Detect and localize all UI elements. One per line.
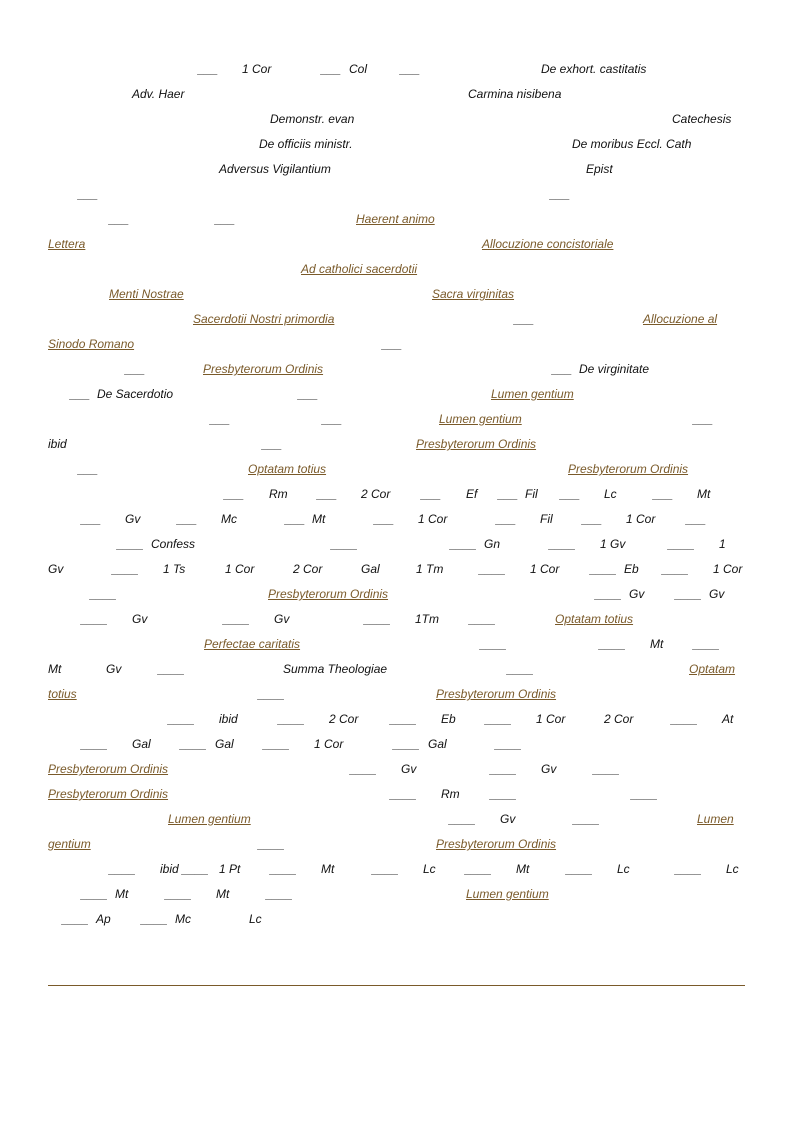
reference-text: Lc — [423, 862, 436, 876]
footnote-blank: ____ — [165, 887, 192, 901]
footnote-blank: ____ — [566, 862, 593, 876]
footnote-blank: ___ — [560, 487, 581, 501]
footnote-blank: ____ — [595, 587, 622, 601]
footnote-blank: ____ — [168, 712, 195, 726]
reference-text: Gv — [541, 762, 557, 776]
document-link[interactable]: totius — [48, 687, 77, 701]
reference-text: Mt — [650, 637, 664, 651]
reference-text: Gn — [484, 537, 501, 551]
document-link[interactable]: Sacerdotii Nostri primordia — [193, 312, 335, 326]
footnote-blank: ____ — [469, 612, 496, 626]
document-link[interactable]: Allocuzione concistoriale — [482, 237, 614, 251]
footnote-blank: ___ — [686, 512, 707, 526]
reference-text: Carmina nisibena — [468, 87, 562, 101]
footnote-separator — [48, 985, 745, 986]
reference-text: Adversus Vigilantium — [219, 162, 331, 176]
reference-text: De officiis ministr. — [259, 137, 353, 151]
document-link[interactable]: Haerent animo — [356, 212, 435, 226]
reference-text: ibid — [48, 437, 67, 451]
footnote-blank: ____ — [693, 637, 720, 651]
reference-text: Lc — [726, 862, 739, 876]
reference-text: Mt — [312, 512, 326, 526]
footnote-blank: ____ — [668, 537, 695, 551]
reference-text: 1 Cor — [530, 562, 560, 576]
footnote-blank: ____ — [258, 687, 285, 701]
footnote-blank: ____ — [573, 812, 600, 826]
reference-text: Fil — [525, 487, 538, 501]
reference-text: ibid ____ — [160, 862, 209, 876]
document-link[interactable]: Presbyterorum Ordinis — [48, 787, 169, 801]
reference-text: De moribus Eccl. Cath — [572, 137, 692, 151]
footnote-blank: ____ — [90, 587, 117, 601]
reference-text: Demonstr. evan — [270, 112, 355, 126]
footnote-blank: ___ — [125, 362, 146, 376]
reference-text: 1 Pt — [219, 862, 241, 876]
reference-text: Mc — [221, 512, 237, 526]
reference-text: 1 — [719, 537, 726, 551]
reference-text: Rm — [269, 487, 288, 501]
document-link[interactable]: Presbyterorum Ordinis — [436, 687, 557, 701]
reference-text: 1 Gv — [600, 537, 626, 551]
footnote-blank: ____ — [479, 562, 506, 576]
document-link[interactable]: Perfectae caritatis — [204, 637, 301, 651]
footnote-blank: ___ — [224, 487, 245, 501]
footnote-blank: ___ — [109, 212, 130, 226]
reference-text: 1 Tm — [416, 562, 444, 576]
document-link[interactable]: Presbyterorum Ordinis — [436, 837, 557, 851]
document-link[interactable]: Presbyterorum Ordinis — [568, 462, 689, 476]
reference-text: Adv. Haer — [132, 87, 185, 101]
footnote-blank: ____ — [675, 862, 702, 876]
footnote-blank: ___ — [400, 62, 421, 76]
document-link[interactable]: gentium — [48, 837, 91, 851]
footnote-blank: ___ — [582, 512, 603, 526]
reference-text: Epist — [586, 162, 613, 176]
footnote-blank: ___ — [262, 437, 283, 451]
footnote-blank: ____ — [450, 537, 477, 551]
reference-text: 1 Cor — [626, 512, 656, 526]
footnote-blank: ___ — [81, 512, 102, 526]
footnote-blank: ___ — [421, 487, 442, 501]
reference-text: Gal — [215, 737, 234, 751]
footnote-blank: ____ — [549, 537, 576, 551]
reference-text: 1 Cor — [242, 62, 272, 76]
footnote-blank: ____ — [117, 537, 144, 551]
footnote-blank: ___ — [298, 387, 319, 401]
footnote-blank: ____ — [599, 637, 626, 651]
footnote-blank: ___ — [215, 212, 236, 226]
footnote-blank: ____ — [331, 537, 358, 551]
reference-text: Mt — [48, 662, 62, 676]
reference-text: 2 Cor — [293, 562, 323, 576]
footnote-blank: ____ — [480, 637, 507, 651]
footnote-blank: ___ — [550, 187, 571, 201]
reference-text: 1Tm — [415, 612, 439, 626]
footnote-blank: ___ — [321, 62, 342, 76]
reference-text: De Sacerdotio — [97, 387, 174, 401]
document-link[interactable]: Sacra virginitas — [432, 287, 515, 301]
footnote-blank: ____ — [263, 737, 290, 751]
footnote-blank: ____ — [158, 662, 185, 676]
reference-text: Mc — [175, 912, 191, 926]
footnote-blank: ___ — [78, 462, 99, 476]
reference-text: Gal — [132, 737, 151, 751]
footnote-blank: ____ — [278, 712, 305, 726]
footnote-blank: ____ — [180, 737, 207, 751]
reference-text: 1 Cor — [418, 512, 448, 526]
document-link[interactable]: Lumen gentium — [168, 812, 251, 826]
footnote-blank: ___ — [498, 487, 519, 501]
reference-text: De exhort. castitatis — [541, 62, 647, 76]
reference-text: 1 Cor — [314, 737, 344, 751]
reference-text: Gv — [629, 587, 645, 601]
reference-text: Confess — [151, 537, 196, 551]
footnote-blank: ___ — [693, 412, 714, 426]
footnote-blank: ____ — [270, 862, 297, 876]
footnote-blank: ___ — [374, 512, 395, 526]
footnote-blank: ___ — [78, 187, 99, 201]
document-link[interactable]: Presbyterorum Ordinis — [48, 762, 169, 776]
footnote-blank: ___ — [496, 512, 517, 526]
footnote-blank: ____ — [593, 762, 620, 776]
reference-text: 1 Cor — [713, 562, 743, 576]
reference-text: Eb — [441, 712, 456, 726]
footnote-blank: ____ — [393, 737, 420, 751]
reference-text: Mt — [697, 487, 711, 501]
document-link[interactable]: Menti Nostrae — [109, 287, 184, 301]
footnote-blank: ____ — [490, 787, 517, 801]
reference-text: 2 Cor — [604, 712, 634, 726]
reference-text: Gal — [428, 737, 447, 751]
reference-text: Rm — [441, 787, 460, 801]
footnote-blank: ___ — [210, 412, 231, 426]
footnote-blank: ____ — [372, 862, 399, 876]
reference-text: Gv — [500, 812, 516, 826]
footnote-blank: ____ — [109, 862, 136, 876]
footnote-blank: ____ — [350, 762, 377, 776]
footnote-blank: ____ — [495, 737, 522, 751]
reference-text: Ap — [96, 912, 111, 926]
document-link[interactable]: Lumen — [697, 812, 734, 826]
footnote-blank: ____ — [485, 712, 512, 726]
footnote-blank: ___ — [198, 62, 219, 76]
reference-text: 2 Cor — [329, 712, 359, 726]
reference-text: Gal — [361, 562, 380, 576]
reference-text: Ef — [466, 487, 478, 501]
document-link[interactable]: Optatam totius — [248, 462, 327, 476]
document-link[interactable]: Sinodo Romano — [48, 337, 135, 351]
reference-text: 1 Cor — [225, 562, 255, 576]
reference-text: Fil — [540, 512, 553, 526]
footnote-blank: ___ — [322, 412, 343, 426]
footnote-blank: ____ — [141, 912, 168, 926]
footnote-blank: ____ — [390, 712, 417, 726]
reference-text: Lc — [249, 912, 262, 926]
reference-text: Summa Theologiae — [283, 662, 388, 676]
document-link[interactable]: Lumen gentium — [439, 412, 522, 426]
footnote-blank: ___ — [177, 512, 198, 526]
footnote-blank: ____ — [662, 562, 689, 576]
footnote-blank: ____ — [112, 562, 139, 576]
reference-text: 1 Ts — [163, 562, 186, 576]
reference-text: At — [722, 712, 734, 726]
footnote-blank: ____ — [62, 912, 89, 926]
document-link[interactable]: Lumen gentium — [466, 887, 549, 901]
footnote-blank: ____ — [81, 887, 108, 901]
footnote-blank: ____ — [590, 562, 617, 576]
reference-text: 2 Cor — [361, 487, 391, 501]
footnote-blank: ___ — [514, 312, 535, 326]
reference-text: Mt — [216, 887, 230, 901]
footnote-blank: ____ — [223, 612, 250, 626]
footnote-blank: ____ — [465, 862, 492, 876]
reference-text: Gv — [125, 512, 141, 526]
reference-text: Gv — [274, 612, 290, 626]
footnote-blank: ____ — [390, 787, 417, 801]
footnote-blank: ___ — [317, 487, 338, 501]
document-link[interactable]: Lumen gentium — [491, 387, 574, 401]
reference-text: Catechesis — [672, 112, 732, 126]
footnote-blank: ____ — [258, 837, 285, 851]
footnote-blank: ____ — [449, 812, 476, 826]
document-link[interactable]: Ad catholici sacerdotii — [301, 262, 418, 276]
document-link[interactable]: Optatam — [689, 662, 736, 676]
footnote-blank: ____ — [671, 712, 698, 726]
footnote-blank: ___ — [653, 487, 674, 501]
reference-text: Gv — [106, 662, 122, 676]
footnote-blank: ___ — [285, 512, 306, 526]
reference-text: Mt — [115, 887, 129, 901]
footnote-blank: ___ — [552, 362, 573, 376]
reference-text: Gv — [401, 762, 417, 776]
reference-text: Mt — [516, 862, 530, 876]
footnote-blank: ____ — [675, 587, 702, 601]
reference-text: ibid — [219, 712, 238, 726]
reference-text: 1 Cor — [536, 712, 566, 726]
reference-text: Mt — [321, 862, 335, 876]
reference-text: Gv — [709, 587, 725, 601]
footnote-blank: ____ — [81, 612, 108, 626]
reference-text: Gv — [48, 562, 64, 576]
footnote-blank: ____ — [631, 787, 658, 801]
footnote-blank: ___ — [70, 387, 91, 401]
document-link[interactable]: Presbyterorum Ordinis — [268, 587, 389, 601]
reference-text: Eb — [624, 562, 639, 576]
document-link[interactable]: Lettera — [48, 237, 86, 251]
reference-text: Col — [349, 62, 368, 76]
footnote-blank: ___ — [382, 337, 403, 351]
document-link[interactable]: Presbyterorum Ordinis — [416, 437, 537, 451]
reference-text: De virginitate — [579, 362, 650, 376]
footnote-blank: ____ — [266, 887, 293, 901]
footnote-blank: ____ — [490, 762, 517, 776]
reference-text: Lc — [604, 487, 617, 501]
footnote-blank: ____ — [364, 612, 391, 626]
reference-text: Lc — [617, 862, 630, 876]
reference-text: Gv — [132, 612, 148, 626]
document-link[interactable]: Presbyterorum Ordinis — [203, 362, 324, 376]
document-link[interactable]: Optatam totius — [555, 612, 634, 626]
document-link[interactable]: Allocuzione al — [643, 312, 718, 326]
footnote-blank: ____ — [507, 662, 534, 676]
footnote-blank: ____ — [81, 737, 108, 751]
